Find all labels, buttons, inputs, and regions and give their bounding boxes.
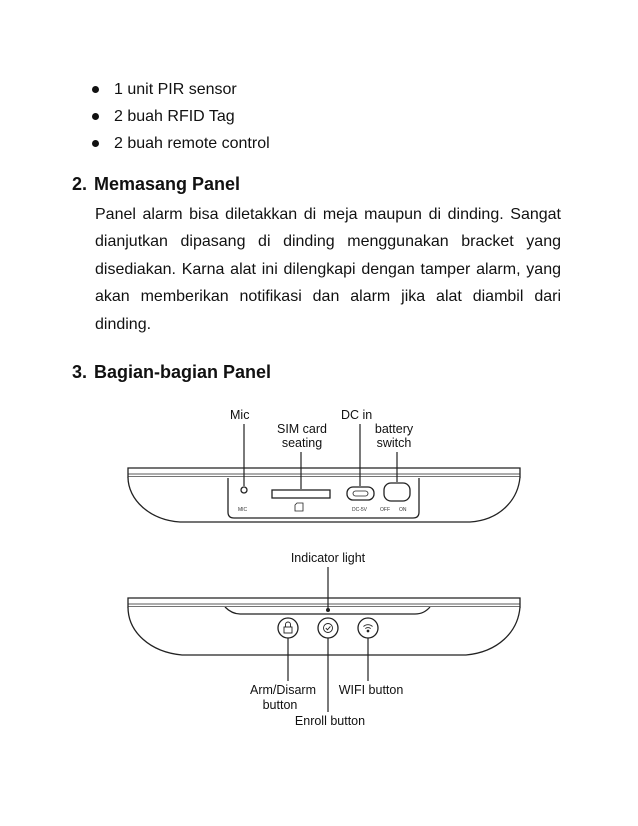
list-item: 1 unit PIR sensor [88,76,270,103]
label-wifi-button: WIFI button [338,683,404,697]
off-print: OFF [380,507,390,513]
enroll-button [318,618,338,638]
arm-disarm-button [278,618,298,638]
label-sim-seating: seating [281,436,323,450]
label-arm-disarm: Arm/Disarm [250,683,316,697]
list-item: 2 buah remote control [88,130,270,157]
label-enroll-button: Enroll button [294,714,366,728]
panel-diagram [0,395,638,735]
mic-print: MIC [238,507,248,513]
list-item: 2 buah RFID Tag [88,103,270,130]
label-dc-in: DC in [341,408,373,422]
panel-back-view [128,468,520,522]
bullet-icon [92,86,99,93]
section-heading-bagian-panel: 3. Bagian-bagian Panel [72,362,272,382]
section-heading-memasang-panel: 2. Memasang Panel [72,174,241,194]
label-sim-card: SIM card [276,422,328,436]
on-print: ON [399,507,407,513]
bullet-icon [92,113,99,120]
label-arm-button: button [262,698,298,712]
label-mic: Mic [230,408,250,422]
accessory-list [88,76,270,157]
label-switch: switch [376,436,412,450]
indicator-light [326,608,330,612]
label-indicator-light: Indicator light [290,551,366,565]
label-battery: battery [374,422,414,436]
wifi-button [358,618,378,638]
section-paragraph: Panel alarm bisa diletakkan di meja maupun di dinding. Sangat dianjutkan dipasang di dinding menggunakan bracket yang disediakan. Karna alat ini dilengkapi dengan tamper alarm, yang akan memberikan notifikasi dan alarm jika alat diambil dari dinding. [95,206,561,333]
bullet-icon [92,140,99,147]
dc-print: DC-5V [352,507,368,513]
